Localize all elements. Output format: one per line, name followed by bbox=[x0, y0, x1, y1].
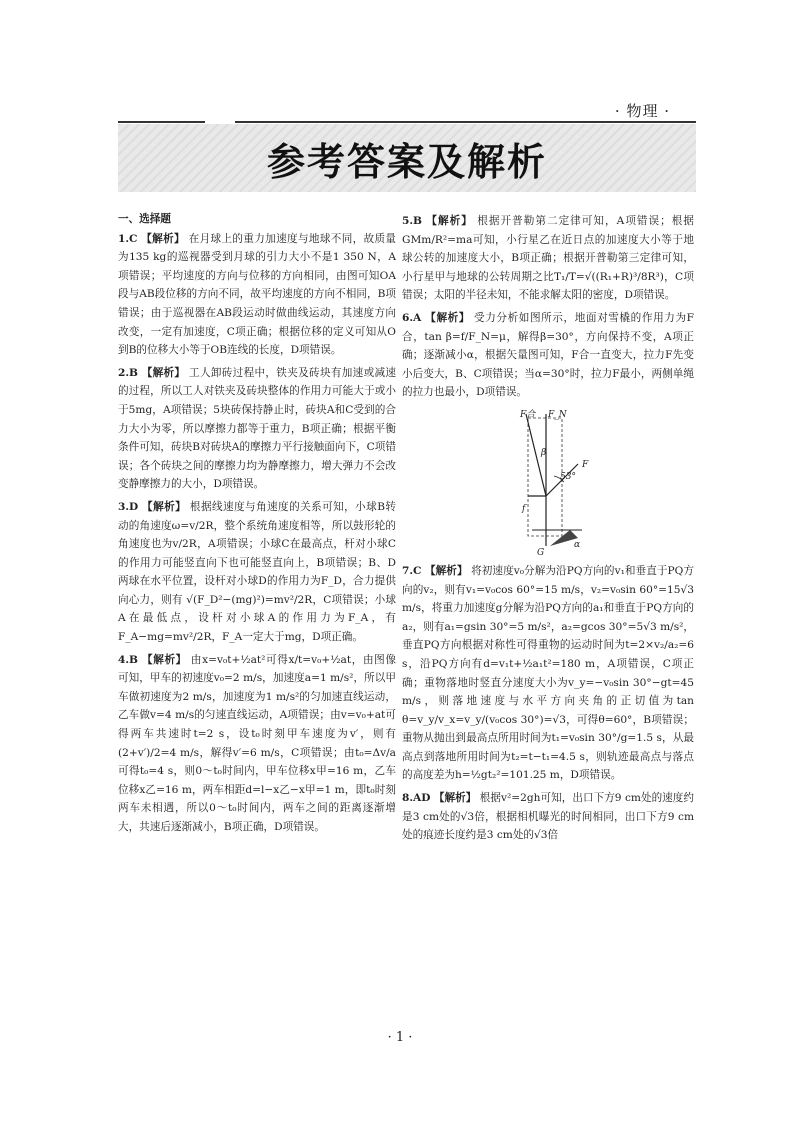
answer-text: 将初速度v₀分解为沿PQ方向的v₁和垂直于PQ方向的v₂，则有v₁=v₀cos 60°=15 m/s，v₂=v₀sin 60°=15√3 m/s，将重力加速度g分解为沿PQ方向的a₁和垂直于PQ方向的a₂，则有a₁=gsin 30°=5 m/s²，a₂=gcos 30°=5√3 m/s²，垂直PQ方向根据对称性可得重物的运动时间为t=2×v₂/a₂=6 s，沿PQ方向有d=v₁t+½a₁t²=180 m，A项错误，C项正确；重物落地时竖直分速度大小为v_y=−v₀sin 30°−gt=45 m/s，则落地速度与水平方向夹角的正切值为tan θ=v_y/v_x=v_y/(v₀cos 30°)=√3，可得θ=60°，B项错误；重物从抛出到最高点所用时间为t₁=v₀sin 30°/g=1.5 s，从最高点到落地所用时间为t₂=t−t₁=4.5 s，则轨迹最高点与落点的高度差为h=½gt₂²=101.25 m，D项错误。 bbox=[402, 564, 695, 782]
answer-item bbox=[118, 364, 396, 494]
answer-number: 8.AD bbox=[402, 792, 431, 805]
answer-number: 7.C bbox=[402, 564, 422, 577]
answer-item bbox=[402, 212, 694, 305]
page-title: 参考答案及解析 bbox=[266, 139, 547, 184]
answer-text: 由x=v₀t+½at²可得x/t=v₀+½at，由图像可知，甲车的初速度v₀=2 m/s，加速度a=1 m/s²，所以甲车做初速度为2 m/s，加速度为1 m/s²的匀加速直线运动，乙车做v=4 m/s的匀速直线运动，A项错误；由v=v₀+at可得两车共速时t=2 s，设t₀时刻甲车速度为v′，则有(2+v′)/2=4 m/s，解得v′=6 m/s，C项错误；由t₀=Δv/a可得t₀=4 s，则0～t₀时间内，甲车位移x甲=16 m，乙车位移x乙=16 m，两车相距d=l−x乙−x甲=1 m，即t₀时刻两车未相遇，所以0～t₀时间内，两车之间的距离逐渐增大，共速后逐渐减小，B项正确，D项错误。 bbox=[118, 653, 397, 833]
answer-item bbox=[118, 651, 396, 837]
answer-number: 4.B bbox=[118, 653, 139, 666]
answer-number: 1.C bbox=[118, 232, 138, 245]
subject-label: · 物理 · bbox=[614, 102, 670, 120]
figure-label-pull: F bbox=[582, 459, 589, 470]
title-banner bbox=[118, 124, 696, 192]
analysis-tag: 【解析】 bbox=[425, 311, 471, 324]
answer-item bbox=[118, 230, 396, 360]
answer-text: 根据线速度与角速度的关系可知，小球B转动的角速度ω=v/2R，整个系统角速度相等，所以鼓形轮的角速度也为v/2R，A项错误；小球C在最高点，杆对小球C的作用力可能竖直向下也可能竖直向上，B项错误；B、D两球在水平位置，设杆对小球D的作用力为F_D，合力提供向心力，则有 √(F_D²−(mg)²)=mv²/2R，C项错误；小球A在最低点，设杆对小球A的作用力为F_A，有F_A−mg=mv²/2R，F_A一定大于mg，D项正确。 bbox=[118, 500, 396, 644]
answer-number: 3.D bbox=[118, 500, 139, 513]
analysis-tag: 【解析】 bbox=[141, 366, 186, 379]
figure-label-friction: f bbox=[522, 503, 526, 514]
answer-number: 5.B bbox=[402, 215, 423, 227]
answer-item bbox=[118, 498, 396, 647]
analysis-tag: 【解析】 bbox=[142, 653, 187, 666]
answer-number: 6.A bbox=[402, 311, 422, 324]
answer-text: 在月球上的重力加速度与地球不同，故质量为135 kg的巡视器受到月球的引力大小不是1 350 N，A项错误；平均速度的方向与位移的方向相同，由图可知OA段与AB段位移的方向不同，故平均速度的方向不相同，B项错误；由于巡视器在AB段运动时做曲线运动，其速度方向改变，一定有加速度，C项正确；根据位移的定义可知从O到B的位移大小等于OB连线的长度，D项错误。 bbox=[118, 232, 397, 357]
analysis-tag: 【解析】 bbox=[424, 564, 468, 577]
analysis-tag: 【解析】 bbox=[142, 500, 187, 513]
page-number: · 1 · bbox=[387, 1030, 413, 1045]
analysis-tag: 【解析】 bbox=[141, 232, 185, 245]
analysis-tag: 【解析】 bbox=[426, 215, 473, 227]
figure-label-alpha: α bbox=[574, 539, 581, 550]
section-heading: 一、选择题 bbox=[118, 213, 171, 225]
analysis-tag: 【解析】 bbox=[433, 792, 477, 805]
answer-text: 工人卸砖过程中，铁夹及砖块有加速或减速的过程，所以工人对铁夹及砖块整体的作用力可能大于或小于5mg，A项错误；5块砖保持静止时，砖块A和C受到的合力大小为零，所以摩擦力都等于重力，B项正确；根据平衡条件可知，砖块B对砖块A的摩擦力平行接触面向下，C项错误；各个砖块之间的摩擦力均为静摩擦力，增大弹力不会改变静摩擦力的大小，D项错误。 bbox=[118, 366, 396, 491]
right-column bbox=[402, 212, 694, 849]
figure-label-angle: 53° bbox=[560, 471, 576, 482]
answer-text: 根据v²=2gh可知，出口下方9 cm处的速度约是3 cm处的√3倍，根据相机曝光的时间相同，出口下方9 cm处的痕迹长度约是3 cm处的√3倍 bbox=[402, 792, 695, 842]
figure-label-normal: F_N bbox=[548, 409, 567, 420]
answer-item bbox=[402, 789, 694, 845]
answer-item bbox=[402, 309, 694, 402]
force-diagram-svg bbox=[502, 406, 602, 556]
answer-text: 根据开普勒第二定律可知，A项错误；根据GMm/R²=ma可知，小行星乙在近日点的加速度大小等于地球公转的加速度大小，B项正确；根据开普勒第三定律可知，小行星甲与地球的公转周期之比T₁/T=√((R₁+R)³/8R³)，C项错误；太阳的半径未知，不能求解太阳的密度，D项错误。 bbox=[402, 215, 694, 302]
answer-text: 受力分析如图所示，地面对雪橇的作用力为F合，tan β=f/F_N=μ，解得β=30°，方向保持不变，A项正确；逐渐减小α，根据矢量图可知，F合一直变大，拉力F先变小后变大，B、C项错误；当α=30°时，拉力F最小，两侧单绳的拉力也最小，D项错误。 bbox=[402, 311, 694, 399]
answer-item bbox=[402, 562, 694, 785]
figure-label-beta: β bbox=[541, 447, 547, 458]
left-column bbox=[118, 210, 396, 841]
force-diagram bbox=[402, 406, 694, 556]
figure-label-resultant: F合 bbox=[520, 409, 536, 420]
answer-number: 2.B bbox=[118, 366, 139, 379]
figure-label-gravity: G bbox=[537, 547, 545, 558]
